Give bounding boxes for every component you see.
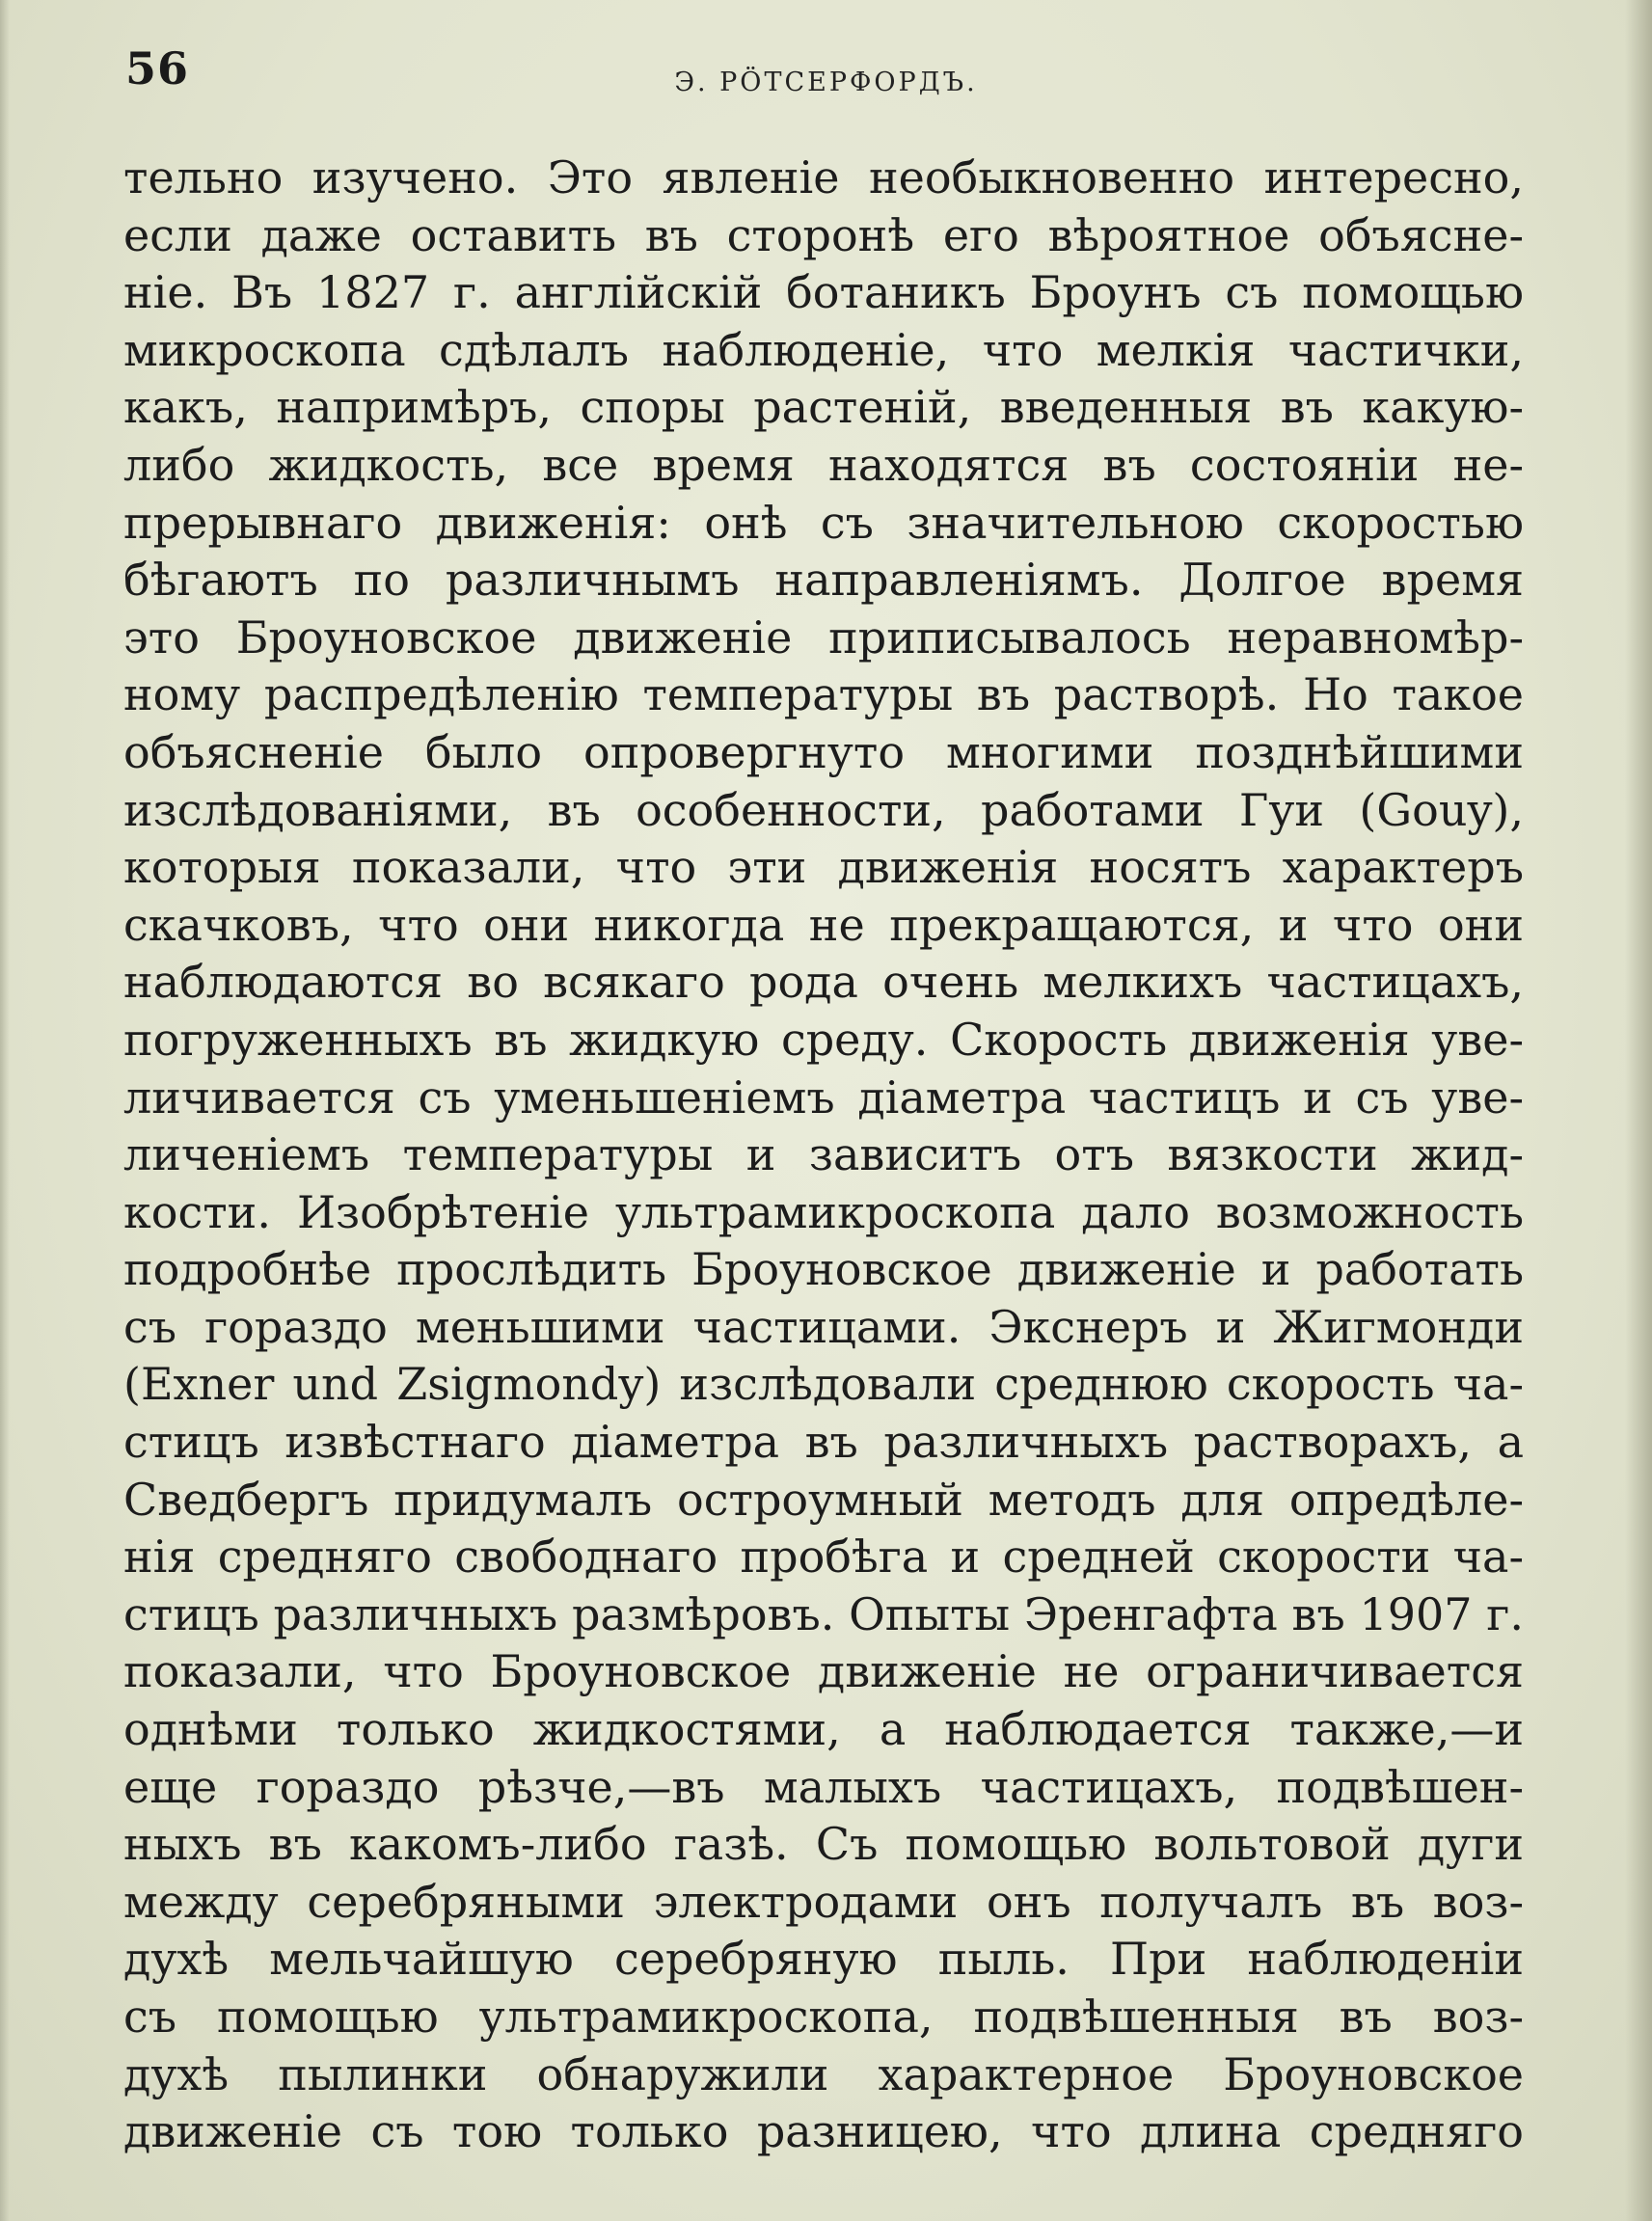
text-line: Сведбергъ придумалъ остроумный методъ для опредѣле- xyxy=(123,1473,1524,1526)
text-line: объясненіе было опровергнуто многими позднѣйшими xyxy=(123,725,1524,778)
text-line: кости. Изобрѣтеніе ультрамикроскопа дало возможность xyxy=(123,1185,1524,1238)
text-line: прерывнаго движенія: онѣ съ значительною скоростью xyxy=(123,496,1524,549)
text-line: изслѣдованіями, въ особенности, работами Гуи (Gouy), xyxy=(123,783,1524,836)
running-title: Э. РӦТСЕРФОРДЪ. xyxy=(674,68,978,97)
text-line: тельно изучено. Это явленіе необыкновенно интересно, xyxy=(123,151,1524,203)
text-line: показали, что Броуновское движеніе не ограничивается xyxy=(123,1645,1524,1698)
text-line: духѣ мельчайшую серебряную пыль. При наблюденіи xyxy=(123,1933,1524,1986)
text-line: еще гораздо рѣзче,—въ малыхъ частицахъ, подвѣшен- xyxy=(123,1760,1524,1813)
text-line: ному распредѣленію температуры въ растворѣ. Но такое xyxy=(123,668,1524,721)
text-line: однѣми только жидкостями, а наблюдается также,—и xyxy=(123,1703,1524,1756)
text-line: бѣгаютъ по различнымъ направленіямъ. Долгое время xyxy=(123,554,1524,607)
text-line: ніе. Въ 1827 г. англійскій ботаникъ Броунъ съ помощью xyxy=(123,266,1524,319)
text-line: ныхъ въ какомъ-либо газѣ. Съ помощью вольтовой дуги xyxy=(123,1818,1524,1871)
text-line: нія средняго свободнаго пробѣга и средней скорости ча- xyxy=(123,1530,1524,1584)
text-line: скачковъ, что они никогда не прекращаются, и что они xyxy=(123,898,1524,951)
text-line: либо жидкость, все время находятся въ состояніи не- xyxy=(123,438,1524,491)
text-line: личеніемъ температуры и зависитъ отъ вязкости жид- xyxy=(123,1128,1524,1181)
text-line: духѣ пылинки обнаружили характерное Броуновское xyxy=(123,2047,1524,2100)
text-line: погруженныхъ въ жидкую среду. Скорость движенія уве- xyxy=(123,1013,1524,1066)
text-line: (Exner und Zsigmondy) изслѣдовали среднюю скорость ча- xyxy=(123,1358,1524,1411)
page-left-shadow xyxy=(0,0,10,2221)
text-line: если даже оставить въ сторонѣ его вѣроятное объясне- xyxy=(123,208,1524,261)
page-number: 56 xyxy=(125,42,190,95)
text-line: стицъ извѣстнаго діаметра въ различныхъ растворахъ, а xyxy=(123,1416,1524,1469)
text-line: наблюдаются во всякаго рода очень мелкихъ частицахъ, xyxy=(123,956,1524,1009)
text-line: съ помощью ультрамикроскопа, подвѣшенныя въ воз- xyxy=(123,1991,1524,2043)
body-text xyxy=(123,149,1524,2161)
page-right-shadow xyxy=(1625,0,1652,2221)
text-line: между серебряными электродами онъ получалъ въ воз- xyxy=(123,1875,1524,1928)
text-line: съ гораздо меньшими частицами. Экснеръ и Жигмонди xyxy=(123,1300,1524,1353)
text-line: стицъ различныхъ размѣровъ. Опыты Эренгафта въ 1907 г. xyxy=(123,1587,1524,1640)
text-line: это Броуновское движеніе приписывалось неравномѣр- xyxy=(123,610,1524,664)
text-line: личивается съ уменьшеніемъ діаметра частицъ и съ уве- xyxy=(123,1070,1524,1124)
text-line: микроскопа сдѣлалъ наблюденіе, что мелкія частички, xyxy=(123,323,1524,376)
text-line: движеніе съ тою только разницею, что длина средняго xyxy=(123,2105,1524,2158)
text-line: подробнѣе прослѣдить Броуновское движеніе и работать xyxy=(123,1243,1524,1296)
text-line: которыя показали, что эти движенія носятъ характеръ xyxy=(123,841,1524,894)
text-line: какъ, напримѣръ, споры растеній, введенныя въ какую- xyxy=(123,381,1524,434)
